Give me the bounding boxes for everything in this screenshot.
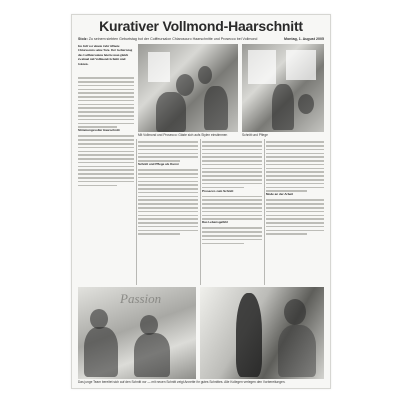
- article-date: Montag, 1. August 2005: [283, 37, 324, 41]
- text-line: [202, 168, 262, 170]
- text-line: [266, 141, 324, 143]
- photo-mirror-light: [286, 50, 316, 80]
- text-line: [78, 151, 134, 153]
- article-headline: Kurativer Vollmond-Haarschnitt: [99, 18, 303, 34]
- text-line: [202, 199, 262, 201]
- text-line: [266, 156, 324, 158]
- caption-bottom: Das junge Team bereitet sich auf den Schnitt vor — mit neuen Schnitt zeigt Annette ihr gutes Schnittes. Alle Kollegen verlegen den Vorbereitungen.: [78, 380, 286, 384]
- section-heading: Mode an der Arbeit: [266, 192, 294, 197]
- column-divider: [264, 139, 265, 285]
- subline-label: Stolz:: [78, 37, 88, 41]
- text-line: [266, 207, 324, 209]
- photo-mirror-light: [248, 50, 276, 84]
- text-line: [266, 168, 324, 170]
- text-line: [266, 215, 324, 217]
- article-lead: Im Juli vor einem Jahr öffnete Chiaroscuro seine Tore. Der Geburtstag des Coiffeursalons feierte man gleich zweimal mit Vollmond-Schnitt und Gästen.: [78, 44, 133, 66]
- section-heading: Prosecco zum Schnitt: [202, 188, 234, 193]
- text-line: [266, 187, 324, 189]
- text-line: [266, 179, 324, 181]
- column-divider: [136, 139, 137, 285]
- text-line: [138, 177, 198, 179]
- text-line: [202, 175, 262, 177]
- subline-text: Zu seinem siebten Geburtstag bot der Coiffeursalon Chiaroscuro Haarschnitte und Prosecco bei Vollmond: [88, 37, 258, 41]
- text-line: [266, 230, 324, 232]
- text-line: [202, 235, 262, 237]
- text-line: [202, 156, 262, 158]
- text-line: [138, 203, 198, 205]
- photo-person-silhouette: [272, 84, 294, 130]
- photo-person-silhouette: [298, 94, 314, 114]
- text-line: [78, 143, 134, 145]
- text-line: [202, 187, 244, 189]
- text-line: [138, 141, 198, 143]
- newspaper-clipping: [71, 14, 331, 389]
- text-line: [202, 203, 262, 205]
- text-line: [78, 147, 134, 149]
- text-line: [78, 111, 134, 113]
- text-line: [78, 96, 134, 98]
- text-line: [266, 160, 324, 162]
- section-heading: Schnitt und Pflege als Kunst: [138, 162, 179, 167]
- text-line: [138, 169, 198, 171]
- text-line: [78, 123, 134, 125]
- text-line: [202, 179, 262, 181]
- text-line: [138, 181, 198, 183]
- photo-person-silhouette: [84, 327, 118, 377]
- text-line: [78, 181, 134, 183]
- photo-person-silhouette: [278, 325, 316, 377]
- photo-person-silhouette: [140, 315, 158, 335]
- text-line: [138, 211, 198, 213]
- photo-salon-workstation: [242, 44, 324, 132]
- text-line: [78, 100, 134, 102]
- text-line: [266, 203, 324, 205]
- text-line: [266, 183, 324, 185]
- text-line: [78, 135, 134, 137]
- column-divider: [200, 139, 201, 285]
- text-line: [138, 188, 198, 190]
- text-line: [266, 226, 324, 228]
- text-line: [78, 81, 134, 83]
- text-line: [78, 92, 134, 94]
- text-line: [266, 218, 324, 220]
- text-line: [266, 153, 324, 155]
- text-line: [138, 218, 198, 220]
- text-line: [78, 85, 134, 87]
- text-line: [78, 158, 134, 160]
- text-line: [202, 183, 262, 185]
- text-line: [266, 145, 324, 147]
- text-line: [266, 164, 324, 166]
- text-line: [138, 184, 198, 186]
- text-line: [138, 233, 180, 235]
- text-line: [138, 196, 198, 198]
- text-line: [138, 222, 198, 224]
- text-line: [138, 226, 198, 228]
- photo-window-light: [148, 52, 170, 82]
- text-line: [202, 145, 262, 147]
- text-column-2: [138, 139, 198, 285]
- text-line: [202, 153, 262, 155]
- text-line: [78, 107, 134, 109]
- text-line: [202, 227, 262, 229]
- article-subline: [78, 37, 324, 42]
- section-heading: Stimmungsvoller Haarschnitt: [78, 128, 120, 133]
- photo-person-silhouette: [156, 92, 186, 132]
- text-line: [78, 89, 134, 91]
- text-line: [78, 139, 134, 141]
- text-line: [138, 149, 198, 151]
- photo-hair-styling: [200, 287, 324, 379]
- text-line: [202, 207, 262, 209]
- text-line: [202, 231, 262, 233]
- text-line: [78, 115, 134, 117]
- text-line: [202, 164, 262, 166]
- text-line: [78, 154, 134, 156]
- text-line: [202, 141, 262, 143]
- text-line: [202, 196, 262, 198]
- text-line: [138, 156, 198, 158]
- photo-person-silhouette: [90, 309, 108, 329]
- text-line: [202, 215, 262, 217]
- text-column-3: [202, 139, 262, 285]
- text-line: [78, 173, 134, 175]
- photo-person-silhouette: [204, 86, 228, 130]
- text-line: [78, 119, 134, 121]
- photo-stylists-working: [78, 287, 196, 379]
- photo-person-silhouette: [134, 333, 170, 377]
- text-line: [138, 230, 198, 232]
- text-line: [78, 177, 134, 179]
- photo-salon-interior: [138, 44, 238, 132]
- text-line: [78, 104, 134, 106]
- text-line: [138, 192, 198, 194]
- text-line: [266, 233, 307, 235]
- photo-sign-passion: Passion: [120, 291, 162, 306]
- text-line: [78, 166, 134, 168]
- text-line: [266, 222, 324, 224]
- text-line: [78, 185, 117, 187]
- caption-top-right: Schnitt und Pflege: [242, 133, 268, 137]
- text-line: [78, 169, 134, 171]
- text-line: [138, 173, 198, 175]
- text-line: [138, 199, 198, 201]
- text-column-4: [266, 139, 324, 285]
- text-line: [202, 211, 262, 213]
- text-column-1: [78, 75, 134, 285]
- photo-person-silhouette: [198, 66, 212, 84]
- text-line: [202, 239, 262, 241]
- text-line: [138, 207, 198, 209]
- text-line: [78, 162, 134, 164]
- caption-top-left: Mit Vollmond und Prosecco: Gäste sich aufs Stylen einstimmen: [138, 133, 228, 137]
- text-line: [202, 243, 244, 245]
- text-line: [266, 171, 324, 173]
- photo-long-hair: [236, 293, 262, 377]
- text-line: [266, 149, 324, 151]
- text-line: [202, 149, 262, 151]
- text-line: [266, 175, 324, 177]
- section-heading: Das Lebensgefühl: [202, 220, 228, 225]
- text-line: [266, 211, 324, 213]
- text-line: [266, 199, 324, 201]
- text-line: [202, 171, 262, 173]
- text-line: [138, 215, 198, 217]
- text-line: [202, 160, 262, 162]
- text-line: [138, 153, 198, 155]
- text-line: [78, 77, 134, 79]
- photo-person-silhouette: [284, 299, 306, 325]
- text-line: [138, 145, 198, 147]
